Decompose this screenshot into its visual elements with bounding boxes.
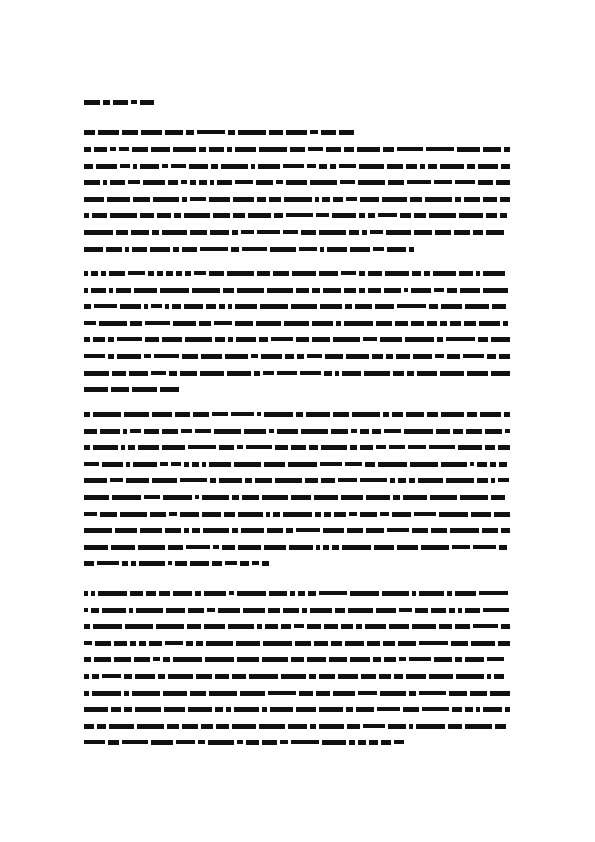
glyph-block: [84, 724, 94, 729]
glyph-block: [455, 591, 476, 596]
glyph-block: [447, 591, 452, 596]
glyph-block: [215, 674, 229, 679]
text-line: [84, 607, 510, 614]
glyph-block: [409, 691, 416, 696]
glyph-block: [237, 657, 259, 662]
glyph-block: [91, 591, 95, 596]
glyph-block: [243, 608, 265, 613]
text-line: [84, 623, 510, 630]
glyph-block: [249, 674, 278, 679]
glyph-block: [201, 724, 213, 729]
text-line: [84, 673, 510, 680]
glyph-block: [92, 674, 99, 679]
glyph-block: [406, 674, 426, 679]
glyph-block: [291, 657, 304, 662]
glyph-block: [234, 707, 259, 712]
glyph-block: [84, 591, 88, 596]
glyph-block: [187, 624, 201, 629]
glyph-block: [319, 591, 347, 595]
glyph-block: [331, 641, 342, 646]
glyph-block: [419, 691, 446, 695]
glyph-block: [455, 657, 462, 662]
glyph-block: [296, 707, 316, 712]
glyph-block: [102, 608, 126, 613]
glyph-block: [495, 724, 506, 729]
glyph-block: [319, 707, 343, 712]
glyph-block: [228, 624, 254, 629]
glyph-block: [382, 591, 409, 596]
glyph-block: [465, 724, 492, 729]
glyph-block: [209, 691, 237, 696]
glyph-block: [288, 724, 307, 729]
glyph-block: [109, 724, 134, 729]
glyph-block: [419, 641, 448, 645]
glyph-block: [399, 608, 412, 612]
glyph-block: [449, 691, 467, 696]
glyph-block: [114, 657, 131, 662]
glyph-block: [298, 591, 305, 596]
glyph-block: [216, 724, 229, 729]
glyph-block: [204, 624, 225, 629]
glyph-block: [135, 674, 155, 679]
glyph-block: [153, 657, 160, 661]
glyph-block: [394, 674, 403, 679]
glyph-block: [455, 624, 470, 629]
glyph-block: [319, 674, 335, 679]
glyph-block: [465, 608, 480, 613]
glyph-block: [465, 657, 484, 662]
glyph-block: [398, 641, 416, 646]
glyph-block: [452, 707, 462, 712]
glyph-block: [377, 707, 400, 711]
glyph-block: [367, 641, 380, 646]
glyph-block: [268, 608, 280, 613]
glyph-block: [163, 691, 187, 696]
glyph-block: [159, 591, 170, 596]
glyph-block: [204, 591, 226, 596]
glyph-block: [130, 591, 143, 596]
glyph-block: [125, 624, 153, 629]
glyph-block: [237, 591, 266, 596]
glyph-block: [388, 724, 406, 729]
glyph-block: [270, 707, 293, 712]
glyph-block: [218, 608, 240, 613]
glyph-block: [356, 707, 374, 712]
glyph-block: [207, 608, 215, 612]
glyph-block: [236, 641, 260, 646]
glyph-block: [130, 641, 136, 646]
glyph-block: [316, 691, 330, 696]
glyph-block: [190, 691, 206, 696]
glyph-block: [429, 674, 453, 679]
glyph-block: [167, 724, 179, 729]
glyph-block: [380, 691, 406, 696]
glyph-block: [164, 707, 185, 712]
glyph-block: [257, 624, 262, 629]
glyph-block: [134, 657, 150, 662]
glyph-block: [416, 724, 445, 729]
glyph-block: [97, 724, 106, 729]
glyph-block: [84, 674, 89, 679]
glyph-block: [379, 674, 391, 679]
glyph-block: [206, 641, 233, 646]
glyph-block: [307, 624, 321, 629]
glyph-block: [92, 691, 121, 696]
glyph-block: [498, 641, 510, 646]
glyph-block: [483, 608, 509, 612]
glyph-block: [439, 624, 452, 629]
glyph-block: [383, 641, 395, 646]
glyph-block: [114, 641, 127, 646]
glyph-block: [399, 657, 406, 661]
glyph-block: [361, 674, 376, 679]
glyph-block: [98, 591, 127, 596]
glyph-block: [295, 641, 311, 646]
glyph-block: [91, 608, 99, 613]
glyph-block: [84, 707, 108, 712]
glyph-block: [281, 624, 291, 629]
glyph-block: [335, 608, 345, 613]
glyph-block: [262, 657, 288, 662]
glyph-block: [346, 707, 353, 712]
glyph-block: [412, 624, 436, 629]
glyph-block: [262, 707, 267, 712]
glyph-block: [356, 624, 362, 629]
glyph-block: [151, 740, 173, 745]
glyph-block: [265, 624, 278, 629]
glyph-block: [476, 707, 480, 712]
glyph-block: [84, 641, 92, 645]
glyph-block: [259, 724, 285, 729]
glyph-block: [137, 724, 164, 729]
glyph-block: [124, 691, 129, 696]
glyph-block: [470, 691, 487, 696]
text-line: [84, 656, 510, 663]
glyph-block: [165, 641, 183, 645]
glyph-block: [501, 624, 510, 629]
glyph-block: [310, 724, 316, 729]
glyph-block: [205, 657, 234, 662]
glyph-block: [365, 624, 386, 629]
glyph-block: [94, 657, 111, 662]
glyph-block: [345, 641, 364, 646]
glyph-block: [363, 724, 385, 728]
glyph-block: [310, 608, 332, 613]
glyph-block: [338, 674, 358, 679]
text-line: [84, 690, 510, 697]
glyph-block: [173, 591, 192, 596]
glyph-block: [431, 608, 446, 613]
glyph-block: [196, 674, 212, 679]
glyph-block: [158, 674, 165, 679]
glyph-block: [84, 691, 89, 696]
glyph-block: [232, 724, 256, 729]
glyph-block: [415, 608, 428, 613]
glyph-block: [176, 740, 195, 744]
glyph-block: [309, 674, 316, 679]
glyph-block: [262, 740, 277, 745]
glyph-block: [196, 641, 203, 646]
glyph-block: [93, 624, 122, 629]
glyph-block: [139, 641, 146, 646]
glyph-block: [434, 657, 452, 662]
glyph-block: [448, 724, 462, 729]
glyph-block: [124, 674, 132, 679]
glyph-block: [84, 624, 90, 629]
glyph-block: [394, 740, 404, 744]
glyph-block: [333, 691, 355, 696]
glyph-block: [494, 674, 504, 679]
glyph-block: [290, 591, 295, 596]
glyph-block: [122, 740, 148, 744]
glyph-block: [471, 641, 495, 646]
glyph-block: [322, 740, 346, 745]
glyph-block: [188, 608, 204, 613]
glyph-block: [487, 674, 491, 679]
glyph-block: [136, 608, 163, 613]
glyph-block: [163, 657, 170, 662]
glyph-block: [246, 740, 259, 745]
glyph-block: [308, 591, 316, 596]
glyph-block: [350, 591, 379, 596]
glyph-block: [389, 624, 409, 629]
glyph-block: [449, 608, 455, 613]
glyph-block: [329, 657, 347, 662]
glyph-block: [229, 591, 234, 595]
glyph-block: [350, 657, 370, 662]
glyph-block: [263, 641, 292, 646]
glyph-block: [505, 707, 510, 712]
glyph-block: [283, 608, 299, 613]
glyph-block: [280, 740, 288, 744]
glyph-block: [102, 674, 121, 678]
glyph-block: [129, 608, 133, 613]
glyph-block: [369, 740, 378, 745]
text-line: [84, 640, 510, 647]
glyph-block: [479, 591, 508, 595]
glyph-block: [237, 740, 243, 744]
glyph-block: [132, 691, 160, 696]
text-line: [84, 723, 510, 730]
glyph-block: [412, 591, 416, 596]
glyph-block: [108, 740, 119, 745]
glyph-block: [195, 591, 201, 596]
glyph-block: [186, 641, 193, 646]
glyph-block: [269, 591, 287, 596]
glyph-block: [281, 674, 306, 679]
glyph-block: [490, 691, 510, 696]
glyph-block: [348, 608, 373, 613]
glyph-block: [465, 707, 473, 712]
glyph-block: [341, 624, 353, 629]
glyph-block: [358, 740, 366, 745]
glyph-block: [409, 657, 431, 661]
glyph-block: [347, 724, 360, 729]
glyph-block: [84, 608, 88, 612]
glyph-block: [84, 657, 91, 662]
text-line: [84, 590, 510, 597]
glyph-block: [135, 707, 161, 712]
glyph-block: [456, 674, 484, 679]
glyph-block: [403, 707, 419, 712]
glyph-block: [182, 724, 198, 729]
glyph-block: [381, 740, 391, 745]
glyph-block: [299, 691, 313, 696]
glyph-block: [215, 707, 223, 712]
glyph-block: [232, 674, 246, 679]
glyph-block: [302, 608, 307, 613]
glyph-block: [268, 691, 296, 695]
glyph-block: [226, 707, 231, 712]
glyph-block: [419, 591, 444, 596]
glyph-block: [111, 707, 121, 712]
text-line: [84, 706, 510, 713]
glyph-block: [487, 657, 504, 661]
glyph-block: [314, 641, 328, 646]
glyph-block: [208, 740, 234, 745]
glyph-block: [168, 674, 193, 679]
glyph-block: [156, 624, 184, 629]
glyph-block: [376, 608, 396, 613]
glyph-block: [291, 740, 319, 744]
glyph-block: [166, 608, 185, 613]
glyph-block: [84, 740, 105, 744]
glyph-block: [451, 641, 468, 646]
glyph-block: [198, 740, 205, 744]
glyph-block: [324, 624, 338, 629]
glyph-block: [173, 657, 202, 662]
glyph-block: [473, 624, 498, 628]
text-line: [84, 739, 404, 746]
glyph-block: [294, 624, 304, 628]
glyph-block: [307, 657, 326, 662]
glyph-block: [188, 707, 212, 712]
glyph-block: [240, 691, 265, 696]
glyph-block: [95, 641, 111, 646]
glyph-block: [319, 724, 344, 729]
glyph-block: [422, 707, 449, 711]
glyph-block: [458, 608, 462, 613]
glyph-block: [373, 657, 381, 662]
glyph-block: [146, 591, 156, 596]
glyph-block: [124, 707, 132, 712]
glyph-block: [483, 707, 502, 712]
glyph-block: [384, 657, 396, 662]
glyph-block: [149, 641, 162, 646]
glyph-block: [409, 724, 413, 729]
glyph-block: [349, 740, 355, 745]
glyph-block: [358, 691, 377, 695]
